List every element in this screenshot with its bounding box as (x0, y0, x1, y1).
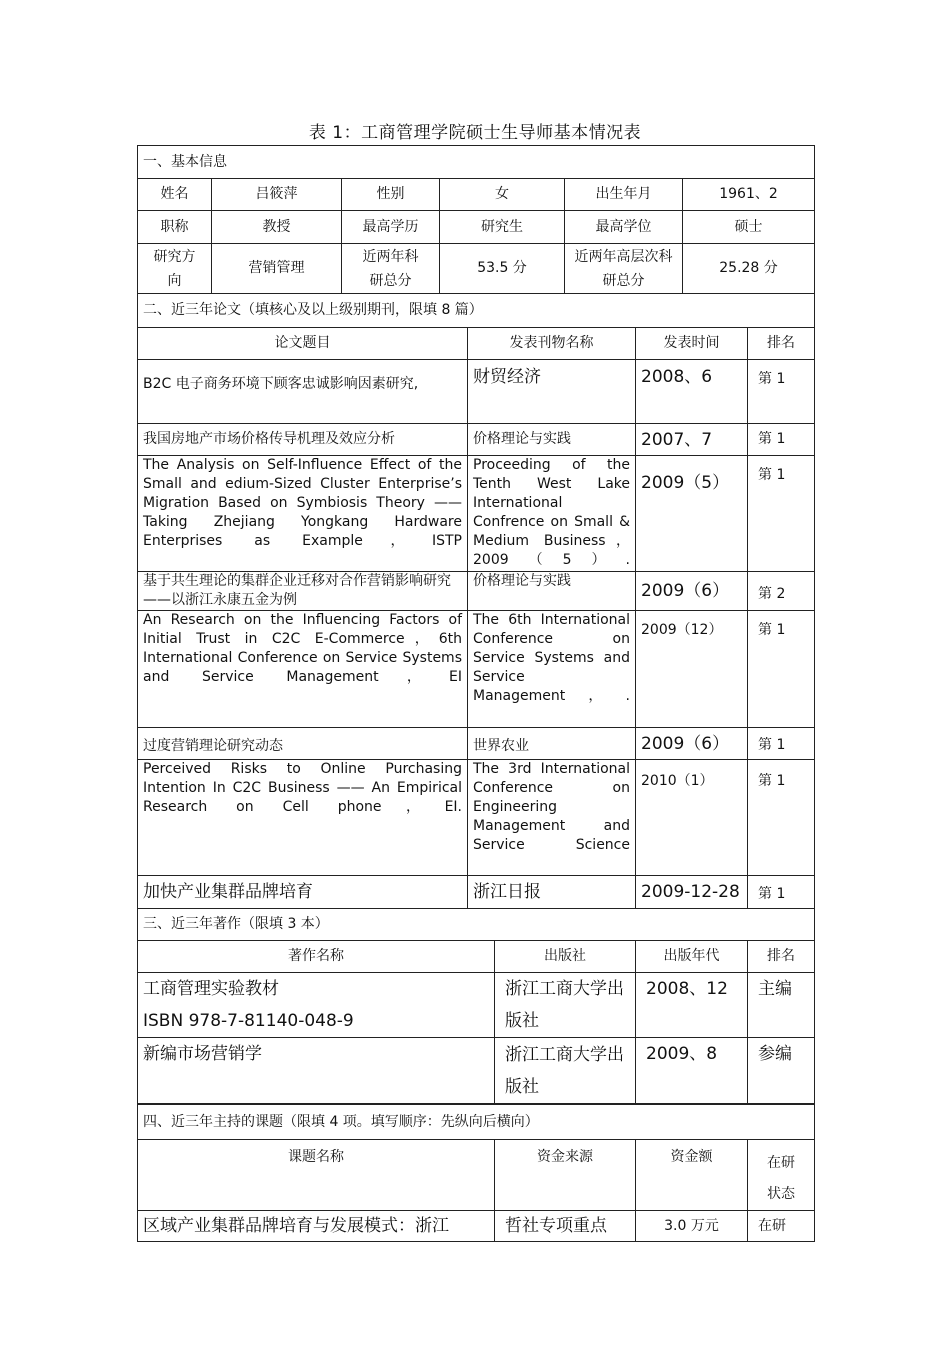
paper-title: Perceived Risks to Online Purchasing Intention In C2C Business —— An Empirical Research on Cell phone，EI. (138, 760, 468, 876)
books-table (137, 908, 815, 1104)
table-row (138, 611, 815, 728)
book-year: 2008、12 (636, 973, 748, 1038)
papers-table (137, 293, 815, 909)
paper-time: 2009（5） (636, 456, 748, 572)
header-book-name: 著作名称 (138, 941, 495, 973)
section-books: 三、近三年著作（限填 3 本） (138, 909, 815, 941)
project-fund-amount: 3.0 万元 (636, 1211, 748, 1242)
paper-title: 过度营销理论研究动态 (138, 728, 468, 760)
basic-info-table (137, 145, 815, 294)
paper-journal: 浙江日报 (468, 876, 636, 909)
header-pub-time: 发表时间 (636, 328, 748, 360)
birth-value: 1961、2 (683, 179, 815, 211)
header-pub-year: 出版年代 (636, 941, 748, 973)
book-publisher: 浙江工商大学出版社 (495, 973, 636, 1038)
paper-title: An Research on the Influencing Factors of Initial Trust in C2C E-Commerce，6th International Conference on Service Systems and Service Management，EI (138, 611, 468, 728)
book-year: 2009、8 (636, 1038, 748, 1104)
paper-rank: 第 1 (748, 728, 815, 760)
table-row (138, 973, 815, 1038)
header-paper-rank: 排名 (748, 328, 815, 360)
gender-value: 女 (440, 179, 565, 211)
project-name: 区域产业集群品牌培育与发展模式：浙江 (138, 1211, 495, 1242)
table-row (138, 876, 815, 909)
header-publisher: 出版社 (495, 941, 636, 973)
book-publisher: 浙江工商大学出版社 (495, 1038, 636, 1104)
paper-rank: 第 1 (748, 611, 815, 728)
paper-journal: 财贸经济 (468, 360, 636, 424)
paper-time: 2010（1） (636, 760, 748, 876)
section-papers: 二、近三年论文（填核心及以上级别期刊，限填 8 篇） (138, 294, 815, 328)
paper-rank: 第 1 (748, 456, 815, 572)
paper-rank: 第 1 (748, 760, 815, 876)
rank-value: 教授 (212, 211, 342, 244)
table-row (138, 424, 815, 456)
degree-label: 最高学位 (565, 211, 683, 244)
edu-label: 最高学历 (342, 211, 440, 244)
section-basic-info: 一、基本信息 (138, 146, 815, 179)
paper-rank: 第 1 (748, 360, 815, 424)
header-journal: 发表刊物名称 (468, 328, 636, 360)
table-row (138, 572, 815, 611)
book-rank: 主编 (748, 973, 815, 1038)
paper-rank: 第 2 (748, 572, 815, 611)
header-fund-amount: 资金额 (636, 1140, 748, 1211)
paper-title: 我国房地产市场价格传导机理及效应分析 (138, 424, 468, 456)
paper-time: 2009（12） (636, 611, 748, 728)
gender-label: 性别 (342, 179, 440, 211)
score-label: 近两年科研总分 (342, 244, 440, 294)
paper-time: 2009-12-28 (636, 876, 748, 909)
header-project-name: 课题名称 (138, 1140, 495, 1211)
section-projects: 四、近三年主持的课题（限填 4 项。填写顺序：先纵向后横向） (138, 1105, 815, 1140)
header-fund-source: 资金来源 (495, 1140, 636, 1211)
name-value: 吕筱萍 (212, 179, 342, 211)
paper-journal: 价格理论与实践 (468, 572, 636, 611)
hscore-label: 近两年高层次科研总分 (565, 244, 683, 294)
project-status: 在研 (748, 1211, 815, 1242)
paper-journal: 价格理论与实践 (468, 424, 636, 456)
header-book-rank: 排名 (748, 941, 815, 973)
book-name: 工商管理实验教材 (143, 979, 279, 999)
table-row (138, 728, 815, 760)
paper-title: B2C 电子商务环境下顾客忠诚影响因素研究, (138, 360, 468, 424)
edu-value: 研究生 (440, 211, 565, 244)
project-fund-source: 哲社专项重点 (495, 1211, 636, 1242)
table-row (138, 456, 815, 572)
paper-time: 2009（6） (636, 572, 748, 611)
paper-time: 2009（6） (636, 728, 748, 760)
table-row (138, 360, 815, 424)
paper-title: The Analysis on Self-Influence Effect of the Small and edium-Sized Cluster Enterprise’s Migration Based on Symbiosis Theory —— Taking Zhejiang Yongkang Hardware Enterprises as Example，ISTP (138, 456, 468, 572)
hscore-value: 25.28 分 (683, 244, 815, 294)
paper-rank: 第 1 (748, 876, 815, 909)
paper-time: 2008、6 (636, 360, 748, 424)
header-project-status: 在研状态 (748, 1140, 815, 1211)
paper-title: 基于共生理论的集群企业迁移对合作营销影响研究——以浙江永康五金为例 (138, 572, 468, 611)
paper-title: 加快产业集群品牌培育 (138, 876, 468, 909)
table-row (138, 760, 815, 876)
projects-table (137, 1104, 815, 1242)
birth-label: 出生年月 (565, 179, 683, 211)
book-rank: 参编 (748, 1038, 815, 1104)
table-row (138, 1211, 815, 1242)
book-name: 新编市场营销学 (138, 1038, 495, 1104)
table-row (138, 1038, 815, 1104)
book-isbn: ISBN 978-7-81140-048-9 (143, 1011, 354, 1031)
field-label: 研究方向 (138, 244, 212, 294)
paper-time: 2007、7 (636, 424, 748, 456)
header-paper-title: 论文题目 (138, 328, 468, 360)
score-value: 53.5 分 (440, 244, 565, 294)
field-value: 营销管理 (212, 244, 342, 294)
degree-value: 硕士 (683, 211, 815, 244)
paper-rank: 第 1 (748, 424, 815, 456)
paper-journal: The 3rd International Conference on Engineering Management and Service Science (468, 760, 636, 876)
page-title: 表 1：工商管理学院硕士生导师基本情况表 (308, 123, 642, 143)
paper-journal: 世界农业 (468, 728, 636, 760)
paper-journal: Proceeding of the Tenth West Lake International Confrence on Small & Medium Business，2009（5）. (468, 456, 636, 572)
paper-journal: The 6th International Conference on Service Systems and Service Management，. (468, 611, 636, 728)
rank-label: 职称 (138, 211, 212, 244)
name-label: 姓名 (138, 179, 212, 211)
